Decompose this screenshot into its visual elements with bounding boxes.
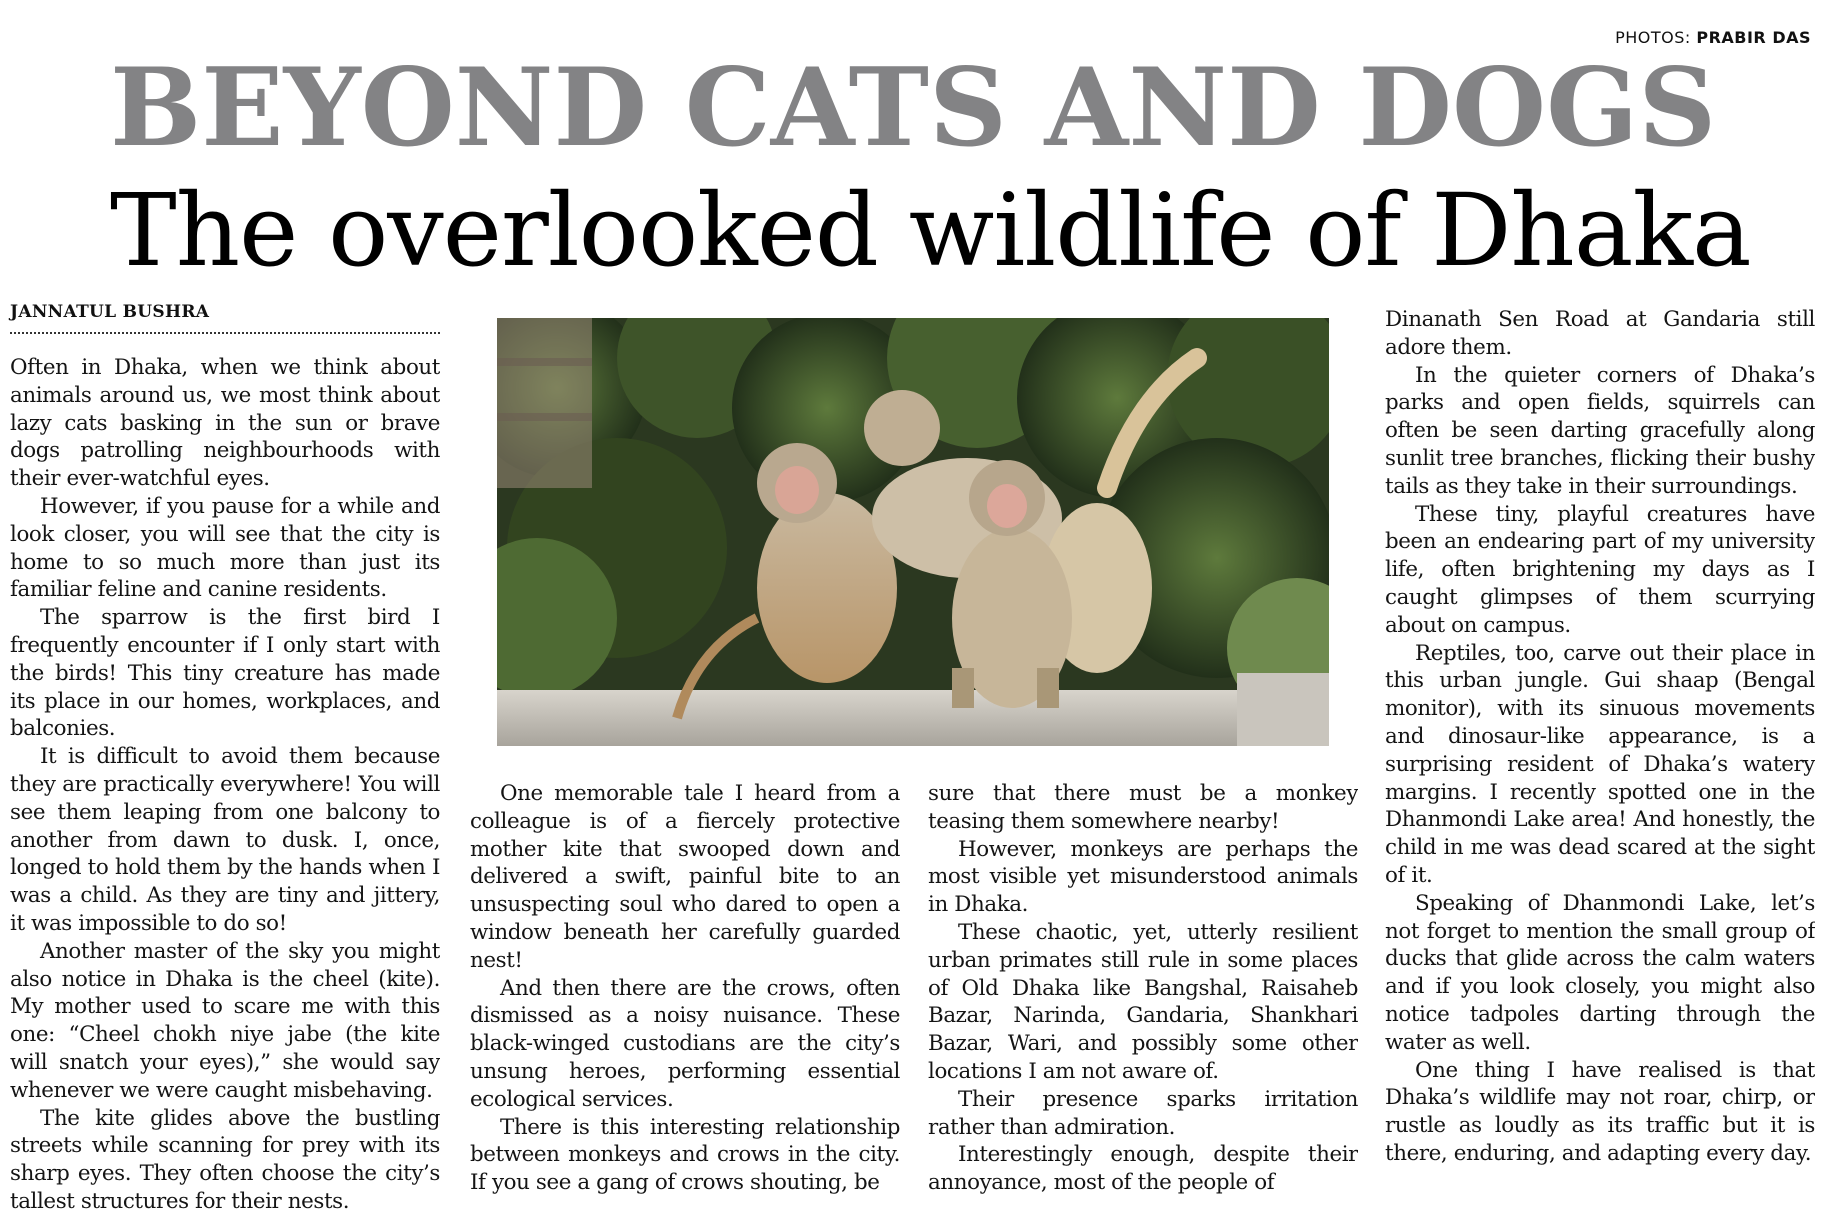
kicker-title: BEYOND CATS AND DOGS <box>110 45 1717 171</box>
article-column-2 <box>470 780 900 1225</box>
monkeys-photo-illustration <box>497 318 1329 746</box>
paragraph: However, monkeys are perhaps the most visible yet misunderstood animals in Dhaka. <box>928 836 1358 918</box>
paragraph: The sparrow is the first bird I frequently encounter if I only start with the birds! This tiny creature has made its place in our homes, workplaces, and balconies. <box>10 605 440 742</box>
paragraph: However, if you pause for a while and look closer, you will see that the city is home to so much more than just its familiar feline and canine residents. <box>10 493 440 603</box>
paragraph: Often in Dhaka, when we think about animals around us, we most think about lazy cats basking in the sun or brave dogs patrolling neighbourhoods with their ever-watchful eyes. <box>10 355 440 492</box>
photo-credit-name: PRABIR DAS <box>1696 28 1811 47</box>
article-column-4 <box>1385 306 1815 1224</box>
paragraph: There is this interesting relationship between monkeys and crows in the city. If you see a gang of crows shouting, be <box>470 1114 900 1196</box>
paragraph: These tiny, playful creatures have been an endearing part of my university life, often brightening my days as I caught glimpses of them scurrying about on campus. <box>1385 501 1815 638</box>
article-column-3 <box>928 780 1358 1225</box>
paragraph: In the quieter corners of Dhaka’s parks and open fields, squirrels can often be seen darting gracefully along sunlit tree branches, flicking their bushy tails as they take in their surroundings. <box>1385 362 1815 499</box>
paragraph: Their presence sparks irritation rather than admiration. <box>928 1086 1358 1140</box>
photo-credit-label: PHOTOS: <box>1615 28 1691 47</box>
paragraph: These chaotic, yet, utterly resilient urban primates still rule in some places of Old Dhaka like Bangshal, Raisaheb Bazar, Narinda, Gandaria, Shankhari Bazar, Wari, and possibly some other locations I am not aware of. <box>928 919 1358 1084</box>
paragraph: One thing I have realised is that Dhaka’s wildlife may not roar, chirp, or rustle as loudly as its traffic but it is there, enduring, and adapting every day. <box>1385 1057 1815 1166</box>
byline: JANNATUL BUSHRA <box>10 302 440 334</box>
headline: The overlooked wildlife of Dhaka <box>110 172 1751 289</box>
paragraph: Reptiles, too, carve out their place in this urban jungle. Gui shaap (Bengal monitor), with its sinuous movements and dinosaur-like appearance, is a surprising resident of Dhaka’s watery margins. I recently spotted one in the Dhanmondi Lake area! And honestly, the child in me was dead scared at the sight of it. <box>1385 640 1815 888</box>
paragraph: Another master of the sky you might also notice in Dhaka is the cheel (kite). My mother used to scare me with this one: “Cheel chokh niye jabe (the kite will snatch your eyes),” she would say whenever we were caught misbehaving. <box>10 938 440 1103</box>
paragraph: One memorable tale I heard from a colleague is of a fiercely protective mother kite that swooped down and delivered a swift, painful bite to an unsuspecting soul who dared to open a window beneath her carefully guarded nest! <box>470 781 900 973</box>
paragraph: The kite glides above the bustling streets while scanning for prey with its sharp eyes. They often choose the city’s tallest structures for their nests. <box>10 1105 440 1214</box>
paragraph: And then there are the crows, often dismissed as a noisy nuisance. These black-winged custodians are the city’s unsung heroes, performing essential ecological services. <box>470 975 900 1112</box>
article-column-1 <box>10 354 440 1224</box>
paragraph: Interestingly enough, despite their annoyance, most of the people of <box>928 1142 1358 1196</box>
paragraph: It is difficult to avoid them because they are practically everywhere! You will see them leaping from one balcony to another from dawn to dusk. I, once, longed to hold them by the hands when I was a child. As they are tiny and jittery, it was impossible to do so! <box>10 744 440 936</box>
paragraph: sure that there must be a monkey teasing them somewhere nearby! <box>928 781 1358 834</box>
paragraph: Speaking of Dhanmondi Lake, let’s not forget to mention the small group of ducks that glide across the calm waters and if you look closely, you might also notice tadpoles darting through the water as well. <box>1385 890 1815 1055</box>
monkeys-photo <box>497 318 1329 746</box>
paragraph: Dinanath Sen Road at Gandaria still adore them. <box>1385 307 1815 360</box>
